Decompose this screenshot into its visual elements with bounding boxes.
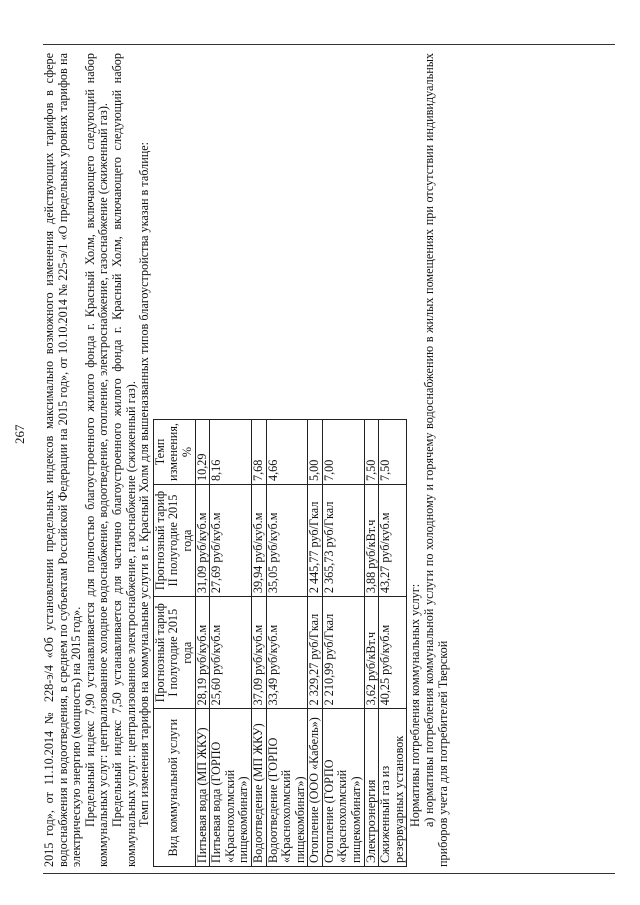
cell-service: Сжиженный газ из резервуарных установок xyxy=(379,709,407,867)
cell-tariff-h1: 33,49 руб/куб.м xyxy=(266,597,308,709)
cell-rate: 4,66 xyxy=(266,420,308,485)
paragraph-tariff-orders: 2015 год», от 11.10.2014 № 228-э/4 «Об установлении предельных индексов максимально возможного изменения действующих тарифов в сфере водоснабжения и водоотведения, в среднем по субъектам Российской Федерации на 2015 год», от 10.10.2014 № 225-э/1 «О предельных уровнях тарифов на электрическую энергию (мощность) на 2015 год». xyxy=(42,53,84,867)
header-tariff-h2: Прогнозный тариф II полугодие 2015 года xyxy=(153,484,195,596)
cell-tariff-h2: 43,27 руб/куб.м xyxy=(379,484,407,596)
header-service: Вид коммунальной услуги xyxy=(153,709,195,867)
cell-rate: 8,16 xyxy=(210,420,252,485)
cell-tariff-h2: 2 365,73 руб/Гкал xyxy=(322,484,364,596)
table-row xyxy=(251,420,266,867)
cell-service: Питьевая вода (ГОРПО «Краснохолмский пищекомбинат») xyxy=(210,709,252,867)
table-row xyxy=(322,420,364,867)
paragraph-norms-water: а) нормативы потребления коммунальной услуги по холодному и горячему водоснабжению в жилых помещениях при отсутствии индивидуальных приборов учета для потребителей Тверской xyxy=(422,53,450,867)
cell-tariff-h2: 2 445,77 руб/Гкал xyxy=(308,484,323,596)
cell-rate: 5,00 xyxy=(308,420,323,485)
table-row xyxy=(210,420,252,867)
rotated-page-content xyxy=(43,44,615,874)
table-row xyxy=(364,420,379,867)
cell-tariff-h1: 40,25 руб/куб.м xyxy=(379,597,407,709)
cell-service: Электроэнергия xyxy=(364,709,379,867)
cell-rate: 7,00 xyxy=(322,420,364,485)
cell-service: Отопление (ООО «Кабель») xyxy=(308,709,323,867)
cell-service: Водоотведение (МП ЖКУ) xyxy=(251,709,266,867)
header-tariff-h1: Прогнозный тариф I полугодие 2015 года xyxy=(153,597,195,709)
paragraph-index-full: Предельный индекс 7,90 устанавливается для полностью благоустроенного жилого фонда г. Красный Холм, включающего следующий набор коммунальных услуг: централизованное холодное водоснабжение, водоотведение, отопление, электроснабжение, газоснабжение (сжиженный газ). xyxy=(82,53,111,867)
cell-tariff-h2: 39,94 руб/куб.м xyxy=(251,484,266,596)
cell-service: Питьевая вода (МП ЖКУ) xyxy=(195,709,210,867)
cell-tariff-h1: 2 210,99 руб/Гкал xyxy=(322,597,364,709)
cell-tariff-h1: 2 329,27 руб/Гкал xyxy=(308,597,323,709)
paragraph-index-partial: Предельный индекс 7,50 устанавливается для частично благоустроенного жилого фонда г. Красный Холм, включающего следующий набор коммунальных услуг: централизованное электроснабжение, газоснабжение (сжиженный газ). xyxy=(109,53,138,867)
cell-service: Отопление (ГОРПО «Краснохолмский пищекомбинат») xyxy=(322,709,364,867)
cell-tariff-h1: 25,60 руб/куб.м xyxy=(210,597,252,709)
tariff-table xyxy=(153,419,408,867)
cell-tariff-h1: 37,09 руб/куб.м xyxy=(251,597,266,709)
cell-rate: 10,29 xyxy=(195,420,210,485)
cell-tariff-h2: 27,69 руб/куб.м xyxy=(210,484,252,596)
table-row xyxy=(266,420,308,867)
cell-tariff-h2: 35,05 руб/куб.м xyxy=(266,484,308,596)
paragraph-norms-heading: Нормативы потребления коммунальных услуг: xyxy=(408,583,423,827)
table-row xyxy=(308,420,323,867)
paragraph-table-intro: Темп изменения тарифов на коммунальные услуги в г. Красный Холм для вышеназванных типов благоустройства указан в таблице: xyxy=(137,141,152,827)
table-header-row xyxy=(153,420,195,867)
cell-rate: 7,50 xyxy=(364,420,379,485)
cell-tariff-h1: 28,19 руб/куб.м xyxy=(195,597,210,709)
table-row xyxy=(379,420,407,867)
cell-rate: 7,50 xyxy=(379,420,407,485)
header-rate: Темп изменения, % xyxy=(153,420,195,485)
cell-tariff-h2: 3,88 руб/кВт.ч xyxy=(364,484,379,596)
cell-service: Водоотведение (ГОРПО «Краснохолмский пищекомбинат») xyxy=(266,709,308,867)
text-frame xyxy=(43,44,615,874)
table-row xyxy=(195,420,210,867)
cell-tariff-h1: 3,62 руб/кВт.ч xyxy=(364,597,379,709)
page-number: 267 xyxy=(12,424,27,444)
cell-rate: 7,68 xyxy=(251,420,266,485)
cell-tariff-h2: 31,09 руб/куб.м xyxy=(195,484,210,596)
